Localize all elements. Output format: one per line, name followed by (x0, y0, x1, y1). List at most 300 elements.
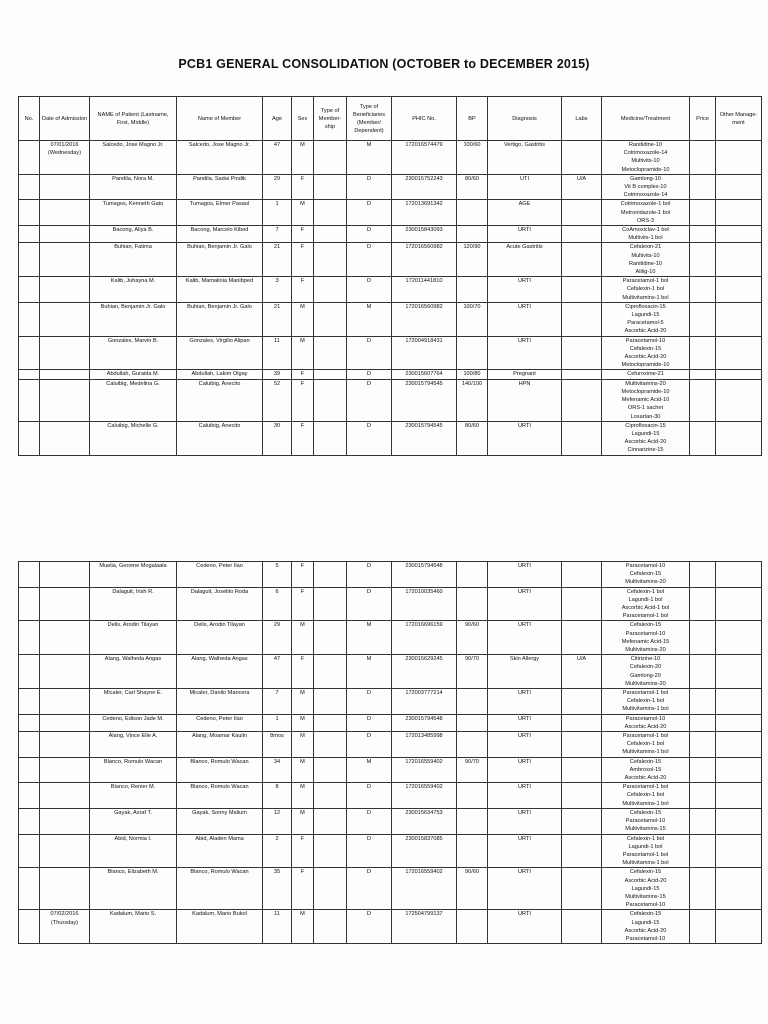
table-row (19, 562, 762, 588)
date-cell (40, 336, 90, 370)
medicine-line: Cotrimoxazole-14 (623, 150, 668, 157)
medicine-line: Ascorbic Acid-1 bol (621, 605, 670, 612)
beneficiary-cell: D (347, 379, 392, 421)
phic-number-cell: 230015607764 (392, 370, 457, 379)
age-cell: 6 (263, 587, 292, 621)
beneficiary-cell: D (347, 421, 392, 455)
medicine-line: Ascorbic Acid-20 (624, 328, 667, 335)
medicine-cell (602, 757, 690, 783)
other-management-cell (716, 141, 762, 175)
member-name-cell: Blanco, Romulo Wacan (177, 783, 263, 809)
medicine-cell (602, 243, 690, 277)
price-cell (690, 174, 716, 200)
bp-cell: 100/60 (457, 141, 488, 175)
medicine-cell (602, 587, 690, 621)
no-cell (19, 757, 40, 783)
patient-name-cell: Salcedo, Jose Magno Jr. (90, 141, 177, 175)
price-cell (690, 336, 716, 370)
labs-cell (562, 302, 602, 336)
other-management-cell (716, 243, 762, 277)
diagnosis-cell: AGE (488, 200, 562, 226)
phic-number-cell: 230015752243 (392, 174, 457, 200)
diagnosis-cell: URTI (488, 277, 562, 303)
medicine-cell (602, 141, 690, 175)
medicine-line: Paracetamol-10 (625, 818, 666, 825)
medicine-line: Cotrimoxazole-1 bol (620, 201, 671, 208)
other-management-cell (716, 621, 762, 655)
patient-name-cell: Buhian, Fatima (90, 243, 177, 277)
no-cell (19, 655, 40, 689)
medicine-line: Ranitidine-10 (629, 142, 662, 148)
other-management-cell (716, 689, 762, 715)
medicine-line: Vit B complex-10 (624, 184, 667, 191)
medicine-line: Paracetamol-1 bol (622, 613, 669, 620)
member-name-cell: Gonzales, Virgilio Alipan (177, 336, 263, 370)
sex-cell: M (292, 200, 314, 226)
beneficiary-cell: D (347, 783, 392, 809)
bp-cell (457, 277, 488, 303)
membership-cell (314, 379, 347, 421)
membership-cell (314, 174, 347, 200)
beneficiary-cell: M (347, 621, 392, 655)
price-cell (690, 379, 716, 421)
phic-number-cell: 172013691342 (392, 200, 457, 226)
beneficiary-cell: M (347, 141, 392, 175)
labs-cell (562, 732, 602, 758)
table-row (19, 783, 762, 809)
member-name-cell: Salcedo, Jose Magno Jr. (177, 141, 263, 175)
other-management-cell (716, 714, 762, 731)
no-cell (19, 714, 40, 731)
phic-number-cell: 172016560982 (392, 243, 457, 277)
table-row (19, 243, 762, 277)
bp-cell (457, 226, 488, 243)
medicine-line: Multivitamins-20 (625, 579, 666, 586)
member-name-cell: Blanco, Romulo Wacan (177, 868, 263, 910)
labs-cell (562, 243, 602, 277)
phic-number-cell: 172003777214 (392, 689, 457, 715)
phic-number-cell: 172016696159 (392, 621, 457, 655)
medicine-cell (602, 910, 690, 944)
member-name-cell: Kadalum, Mario Bukol (177, 910, 263, 944)
table-row (19, 757, 762, 783)
member-name-cell: Abdullah, Lakim Olgay (177, 370, 263, 379)
patient-name-cell: Abdullah, Guraida M. (90, 370, 177, 379)
medicine-line: Cefalexin-20 (629, 664, 662, 671)
medicine-cell (602, 370, 690, 379)
header-cell: Medicine/Treatment (602, 97, 690, 141)
date-line: (Thursday) (50, 919, 79, 926)
no-cell (19, 243, 40, 277)
beneficiary-cell: D (347, 243, 392, 277)
diagnosis-cell: URTI (488, 302, 562, 336)
medicine-cell (602, 834, 690, 868)
diagnosis-cell: URTI (488, 621, 562, 655)
other-management-cell (716, 587, 762, 621)
medicine-cell (602, 226, 690, 243)
medicine-line: Gamlong-20 (630, 672, 661, 679)
labs-cell (562, 689, 602, 715)
patient-name-cell: Kadalum, Mario S. (90, 910, 177, 944)
date-cell (40, 562, 90, 588)
table-row (19, 200, 762, 226)
medicine-cell (602, 562, 690, 588)
labs-cell: U/A (562, 174, 602, 200)
beneficiary-cell: D (347, 587, 392, 621)
sex-cell: F (292, 868, 314, 910)
date-cell (40, 834, 90, 868)
medicine-line: ORS-1 sachet (627, 405, 664, 412)
medicine-line: Ascorbic Acid-20 (624, 723, 667, 730)
no-cell (19, 200, 40, 226)
age-cell: 29 (263, 174, 292, 200)
phic-number-cell: 172011441810 (392, 277, 457, 303)
sex-cell: F (292, 226, 314, 243)
price-cell (690, 226, 716, 243)
price-cell (690, 834, 716, 868)
medicine-line: Cefalexin-15 (629, 571, 662, 578)
medicine-line: Alilig-10 (635, 269, 656, 276)
patient-name-cell: Blanco, Elizabeth M. (90, 868, 177, 910)
price-cell (690, 714, 716, 731)
beneficiary-cell: D (347, 562, 392, 588)
sex-cell: F (292, 421, 314, 455)
phic-number-cell: 230015794548 (392, 714, 457, 731)
sex-cell: F (292, 243, 314, 277)
date-cell (40, 621, 90, 655)
member-name-cell: Gayak, Sonny Malium (177, 808, 263, 834)
table-row (19, 910, 762, 944)
sex-cell: M (292, 910, 314, 944)
medicine-line: Ranitidine-10 (629, 260, 662, 267)
phic-number-cell: 172010035460 (392, 587, 457, 621)
medicine-cell (602, 655, 690, 689)
patient-name-cell: Abid, Normia I. (90, 834, 177, 868)
patient-name-cell: Muelia, Gerome Mogalaala (90, 562, 177, 588)
sex-cell: M (292, 757, 314, 783)
diagnosis-cell: URTI (488, 732, 562, 758)
membership-cell (314, 277, 347, 303)
bp-cell: 90/70 (457, 757, 488, 783)
medicine-cell (602, 277, 690, 303)
table-row (19, 336, 762, 370)
other-management-cell (716, 783, 762, 809)
header-cell: Type of Beneficiaries (Member/ Dependent) (347, 97, 392, 141)
age-cell: 2 (263, 834, 292, 868)
consolidation-table-top (18, 96, 762, 456)
medicine-line: Cefalexin-1 bol (626, 588, 665, 595)
no-cell (19, 689, 40, 715)
membership-cell (314, 587, 347, 621)
medicine-line: Multivitamins-1 bol (622, 294, 669, 301)
patient-name-cell: Micaler, Carl Shayne E. (90, 689, 177, 715)
member-name-cell: Tumagos, Elmer Pasaol (177, 200, 263, 226)
price-cell (690, 732, 716, 758)
medicine-line: Cinnarizine-15 (627, 447, 664, 454)
header-row (19, 97, 762, 141)
member-name-cell: Alang, Walheda Angas (177, 655, 263, 689)
phic-number-cell: 230015794548 (392, 562, 457, 588)
other-management-cell (716, 226, 762, 243)
medicine-line: Cotrimoxazole-14 (623, 192, 668, 199)
sex-cell: M (292, 808, 314, 834)
header-cell: NAME of Patient (Lastname, First, Middle) (90, 97, 177, 141)
medicine-cell (602, 421, 690, 455)
bp-cell: 140/100 (457, 379, 488, 421)
medicine-line: Multivitamins-1 bol (622, 860, 669, 867)
age-cell: 3 (263, 277, 292, 303)
medicine-line: Losartan-30 (630, 413, 661, 420)
member-name-cell: Cedeno, Peter Ilao (177, 562, 263, 588)
price-cell (690, 562, 716, 588)
sex-cell: M (292, 302, 314, 336)
header-cell: Name of Member (177, 97, 263, 141)
patient-name-cell: Caluibig, Michelle G. (90, 421, 177, 455)
beneficiary-cell: D (347, 808, 392, 834)
medicine-line: Cefuroxime-21 (627, 371, 664, 378)
header-cell: Labs (562, 97, 602, 141)
medicine-line: Paracetamol-10 (625, 935, 666, 942)
other-management-cell (716, 562, 762, 588)
member-name-cell: Dalaguit, Joselito Roda (177, 587, 263, 621)
age-cell: 34 (263, 757, 292, 783)
labs-cell (562, 808, 602, 834)
age-cell: 39 (263, 370, 292, 379)
medicine-cell (602, 200, 690, 226)
beneficiary-cell: D (347, 370, 392, 379)
labs-cell (562, 783, 602, 809)
medicine-line: Lagundi-15 (631, 885, 660, 892)
labs-cell (562, 757, 602, 783)
header-cell: Date of Admission (40, 97, 90, 141)
member-name-cell: Bacong, Marcelo Kibed (177, 226, 263, 243)
member-name-cell: Buhian, Benjamin Jr. Galo (177, 302, 263, 336)
date-line: 07/01/2016 (50, 142, 79, 148)
other-management-cell (716, 868, 762, 910)
medicine-cell (602, 808, 690, 834)
beneficiary-cell: D (347, 336, 392, 370)
membership-cell (314, 868, 347, 910)
age-cell: 8 (263, 783, 292, 809)
patient-name-cell: Cedeno, Edison Jade M. (90, 714, 177, 731)
table-row (19, 141, 762, 175)
medicine-line: Multivitamins-20 (625, 680, 666, 687)
sex-cell: M (292, 689, 314, 715)
phic-number-cell: 230015843093 (392, 226, 457, 243)
header-cell: Other Manage-ment (716, 97, 762, 141)
no-cell (19, 834, 40, 868)
other-management-cell (716, 910, 762, 944)
diagnosis-cell: URTI (488, 689, 562, 715)
patient-name-cell: Tumagos, Kenneth Gato (90, 200, 177, 226)
membership-cell (314, 783, 347, 809)
labs-cell (562, 910, 602, 944)
medicine-line: Cefalexin-15 (629, 869, 662, 876)
other-management-cell (716, 200, 762, 226)
phic-number-cell: 172013485998 (392, 732, 457, 758)
medicine-line: Paracetamol-1 bol (622, 784, 669, 791)
sex-cell: F (292, 562, 314, 588)
patient-name-cell: Alang, Walheda Angas (90, 655, 177, 689)
no-cell (19, 587, 40, 621)
medicine-line: Cefalexin-1 bol (626, 741, 665, 748)
labs-cell (562, 370, 602, 379)
beneficiary-cell: D (347, 200, 392, 226)
medicine-line: Cefalexin-15 (629, 345, 662, 352)
table-row (19, 174, 762, 200)
medicine-cell (602, 302, 690, 336)
medicine-line: Multivitamins-20 (625, 647, 666, 654)
medicine-line: Paracetamol-1 bol (622, 851, 669, 858)
patient-name-cell: Gayak, Asraf T. (90, 808, 177, 834)
membership-cell (314, 226, 347, 243)
diagnosis-cell: URTI (488, 757, 562, 783)
medicine-line: Ciprofloxacin-15 (625, 303, 666, 310)
medicine-cell (602, 689, 690, 715)
membership-cell (314, 302, 347, 336)
price-cell (690, 757, 716, 783)
medicine-line: Metoclopramide-10 (621, 388, 670, 395)
price-cell (690, 302, 716, 336)
membership-cell (314, 370, 347, 379)
other-management-cell (716, 757, 762, 783)
date-cell (40, 587, 90, 621)
medicine-line: Paracetamol-1 bol (622, 690, 669, 697)
medicine-line: Cefalexin-1 bol (626, 792, 665, 799)
date-cell (40, 689, 90, 715)
medicine-line: Cefalexin-15 (629, 911, 662, 918)
labs-cell (562, 200, 602, 226)
bp-cell: 90/60 (457, 868, 488, 910)
phic-number-cell: 172016559402 (392, 868, 457, 910)
other-management-cell (716, 808, 762, 834)
bp-cell (457, 689, 488, 715)
diagnosis-cell: UTI (488, 174, 562, 200)
age-cell: 52 (263, 379, 292, 421)
bp-cell (457, 808, 488, 834)
patient-name-cell: Blanco, Romulo Wacan (90, 757, 177, 783)
bp-cell: 120/90 (457, 243, 488, 277)
no-cell (19, 336, 40, 370)
other-management-cell (716, 370, 762, 379)
medicine-line: Ascorbic Acid-20 (624, 354, 667, 361)
sex-cell: F (292, 655, 314, 689)
table-row (19, 655, 762, 689)
diagnosis-cell: Vertigo, Gastritis (488, 141, 562, 175)
age-cell: 12 (263, 808, 292, 834)
membership-cell (314, 421, 347, 455)
medicine-line: Paracetamol-10 (625, 630, 666, 637)
other-management-cell (716, 174, 762, 200)
age-cell: 29 (263, 621, 292, 655)
phic-number-cell: 230015794545 (392, 421, 457, 455)
medicine-line: Cefalexin-15 (629, 622, 662, 629)
price-cell (690, 200, 716, 226)
price-cell (690, 689, 716, 715)
diagnosis-cell: URTI (488, 868, 562, 910)
membership-cell (314, 243, 347, 277)
other-management-cell (716, 277, 762, 303)
table-row (19, 226, 762, 243)
date-cell (40, 783, 90, 809)
labs-cell (562, 226, 602, 243)
date-cell (40, 200, 90, 226)
age-cell: 21 (263, 302, 292, 336)
diagnosis-cell: URTI (488, 910, 562, 944)
price-cell (690, 243, 716, 277)
member-name-cell: Cedeno, Peter Ilao (177, 714, 263, 731)
price-cell (690, 587, 716, 621)
patient-name-cell: Pandila, Nora M. (90, 174, 177, 200)
date-cell (40, 302, 90, 336)
no-cell (19, 732, 40, 758)
document-title: PCB1 GENERAL CONSOLIDATION (OCTOBER to DECEMBER 2015) (178, 57, 590, 71)
membership-cell (314, 141, 347, 175)
header-cell: No. (19, 97, 40, 141)
labs-cell (562, 714, 602, 731)
medicine-line: Cefalexin-21 (629, 244, 662, 251)
beneficiary-cell: D (347, 174, 392, 200)
bp-cell (457, 562, 488, 588)
medicine-line: Paracetamol-1 bol (622, 733, 669, 740)
medicine-line: CoAmoxiclav-1 bol (622, 227, 669, 234)
labs-cell (562, 336, 602, 370)
other-management-cell (716, 421, 762, 455)
medicine-line: Lagundi-1 bol (628, 596, 663, 603)
consolidation-table-bottom (18, 561, 762, 944)
medicine-line: Paracetamol-5 (627, 320, 664, 327)
labs-cell (562, 868, 602, 910)
patient-name-cell: Dalaguit, Irish R. (90, 587, 177, 621)
table-row (19, 302, 762, 336)
medicine-cell (602, 732, 690, 758)
bp-cell (457, 200, 488, 226)
age-cell: 35 (263, 868, 292, 910)
bp-cell: 80/60 (457, 421, 488, 455)
bp-cell: 100/70 (457, 302, 488, 336)
medicine-line: Multivitamins-15 (625, 893, 666, 900)
membership-cell (314, 200, 347, 226)
price-cell (690, 868, 716, 910)
price-cell (690, 277, 716, 303)
date-cell (40, 868, 90, 910)
table-row (19, 689, 762, 715)
price-cell (690, 141, 716, 175)
table-row (19, 732, 762, 758)
header-cell: Type of Member-ship (314, 97, 347, 141)
date-cell (40, 910, 90, 944)
patient-name-cell: Buhian, Benjamin Jr. Galo (90, 302, 177, 336)
medicine-line: Cefalexin-15 (629, 809, 662, 816)
other-management-cell (716, 655, 762, 689)
no-cell (19, 174, 40, 200)
other-management-cell (716, 379, 762, 421)
beneficiary-cell: M (347, 302, 392, 336)
bp-cell (457, 834, 488, 868)
age-cell: 21 (263, 243, 292, 277)
membership-cell (314, 336, 347, 370)
age-cell: 5 (263, 562, 292, 588)
diagnosis-cell: URTI (488, 226, 562, 243)
medicine-line: Ambroxol-15 (629, 766, 662, 773)
no-cell (19, 562, 40, 588)
diagnosis-cell: URTI (488, 421, 562, 455)
date-line: (Wednesday) (47, 150, 82, 157)
bp-cell (457, 336, 488, 370)
medicine-cell (602, 621, 690, 655)
age-cell: 47 (263, 141, 292, 175)
medicine-line: Lagundi-1 bol (628, 843, 663, 850)
